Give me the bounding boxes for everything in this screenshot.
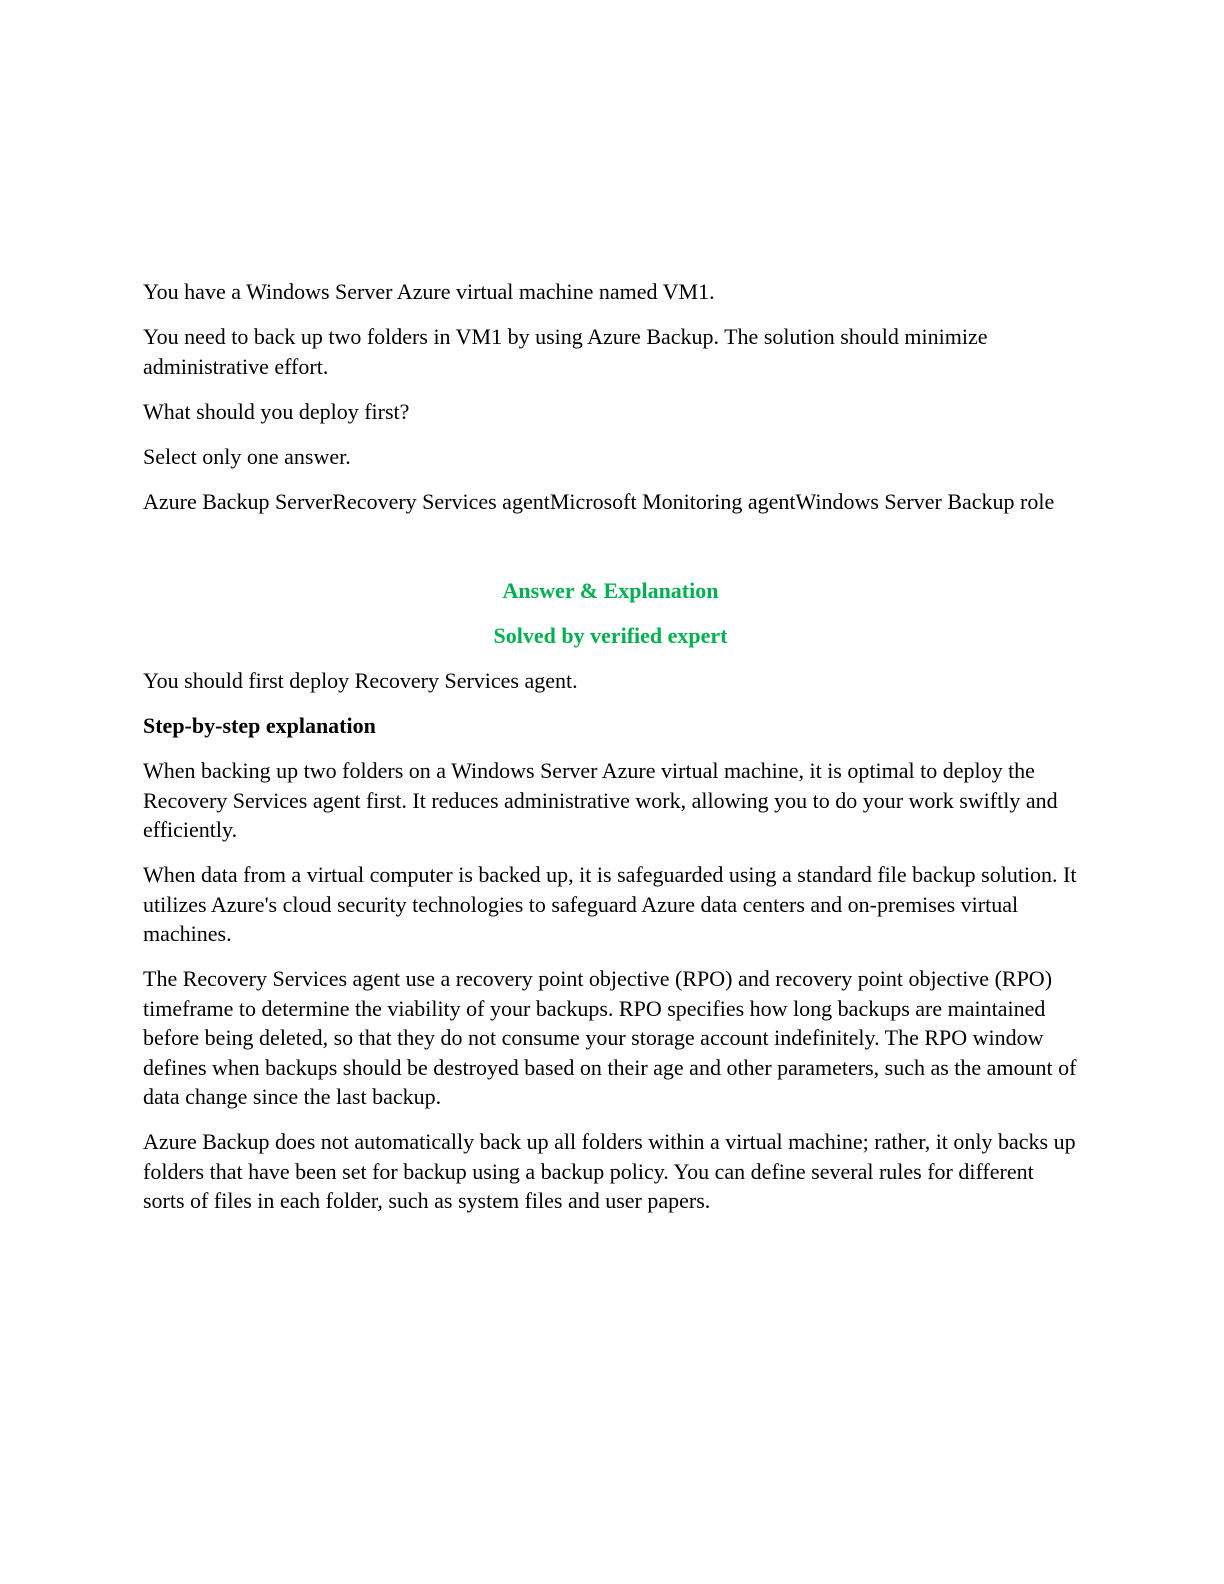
question-prompt: What should you deploy first?	[143, 398, 410, 424]
explanation-paragraph: When data from a virtual computer is backed up, it is safeguarded using a standard file backup solution. It utilizes Azure's cloud security technologies to safeguard Azure data centers and on-premises virtual machines.	[143, 862, 1077, 946]
document-page	[143, 277, 1078, 1231]
question-requirement: You need to back up two folders in VM1 by using Azure Backup. The solution should minimize administrative effort.	[143, 324, 988, 379]
answer-summary: You should first deploy Recovery Services agent.	[143, 668, 578, 693]
explanation-paragraph: The Recovery Services agent use a recovery point objective (RPO) and recovery point objective (RPO) timeframe to determine the viability of your backups. RPO specifies how long backups are maintained before being deleted, so that they do not consume your storage account indefinitely. The RPO window defines when backups should be destroyed based on their age and other parameters, such as the amount of data change since the last backup.	[143, 966, 1077, 1109]
question-instruction: Select only one answer.	[143, 443, 351, 469]
explanation-title: Step-by-step explanation	[143, 713, 376, 738]
explanation-paragraph: Azure Backup does not automatically back up all folders within a virtual machine; rather, it only backs up folders that have been set for backup using a backup policy. You can define several rules for different sorts of files in each folder, such as system files and user papers.	[143, 1129, 1076, 1213]
question-intro: You have a Windows Server Azure virtual machine named VM1.	[143, 279, 715, 304]
verified-expert-label: Solved by verified expert	[493, 623, 728, 648]
answer-options: Azure Backup ServerRecovery Services agentMicrosoft Monitoring agentWindows Server Backup role	[143, 488, 1055, 514]
explanation-paragraph: When backing up two folders on a Windows Server Azure virtual machine, it is optimal to deploy the Recovery Services agent first. It reduces administrative work, allowing you to do your work swiftly and efficiently.	[143, 758, 1058, 842]
answer-heading: Answer & Explanation	[502, 578, 719, 603]
